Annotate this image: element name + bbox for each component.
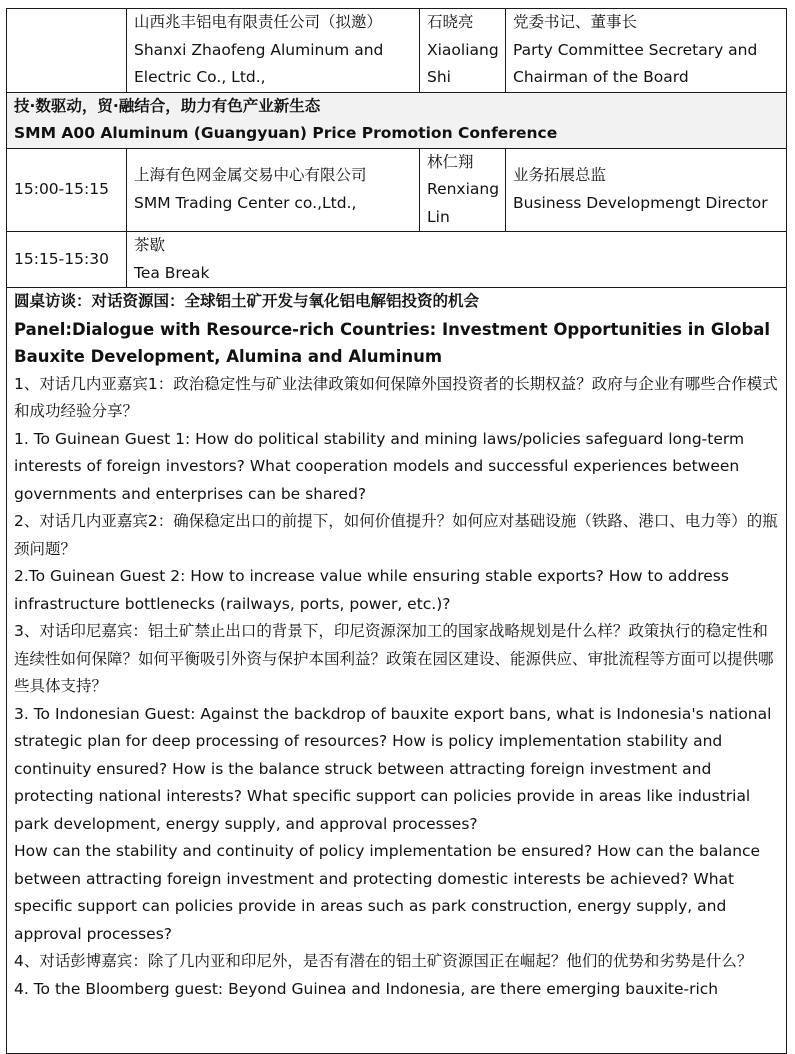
organization-name-cn: 山西兆丰铝电有限责任公司（拟邀） xyxy=(134,13,383,31)
organization-name-en: SMM Trading Center co.,Ltd., xyxy=(134,193,357,212)
question-4-en: 4. To the Bloomberg guest: Beyond Guinea and Indonesia, are there emerging bauxite-rich xyxy=(14,979,719,998)
break-title-cn: 茶歇 xyxy=(134,236,166,254)
speaker-name-en-cont: Lin xyxy=(427,207,450,226)
table-row xyxy=(7,148,787,232)
table-row xyxy=(7,232,787,288)
speaker-cell xyxy=(420,148,506,232)
time-cell: 15:15-15:30 xyxy=(7,232,127,288)
speaker-role-en: Party Committee Secretary and xyxy=(513,40,758,59)
question-3-cn: 3、对话印尼嘉宾：铝土矿禁止出口的背景下，印尼资源深加工的国家战略规划是什么样？政策执行的稳定性和连续性如何保障？如何平衡吸引外资与保护本国利益？政策在园区建设、能源供应、审批流程等方面可以提供哪些具体支持？ xyxy=(14,622,774,695)
panel-row xyxy=(7,288,787,1054)
speaker-name-cn: 石晓亮 xyxy=(427,13,474,31)
panel-title-cn: 圆桌访谈：对话资源国：全球铝土矿开发与氧化铝电解铝投资的机会 xyxy=(14,292,480,310)
panel-title-en: Panel:Dialogue with Resource-rich Countries: Investment Opportunities in Global Bauxite Development, Alumina and Aluminum xyxy=(14,319,771,366)
speaker-role-en-cont: Chairman of the Board xyxy=(513,68,689,86)
question-1-cn: 1、对话几内亚嘉宾1：政治稳定性与矿业法律政策如何保障外国投资者的长期权益？政府与企业有哪些合作模式和成功经验分享？ xyxy=(14,374,778,420)
organization-name-en-cont: Electric Co., Ltd., xyxy=(134,68,266,86)
speaker-name-en: Renxiang xyxy=(427,180,500,198)
question-2-cn: 2、对话几内亚嘉宾2：确保稳定出口的前提下，如何价值提升？如何应对基础设施（铁路、港口、电力等）的瓶颈问题？ xyxy=(14,512,778,558)
question-4-cn: 4、对话彭博嘉宾：除了几内亚和印尼外，是否有潜在的铝土矿资源国正在崛起？他们的优势和劣势是什么？ xyxy=(14,952,753,970)
organization-cell xyxy=(127,148,420,232)
speaker-role-cn: 党委书记、董事长 xyxy=(513,13,638,31)
break-title-en: Tea Break xyxy=(134,263,210,282)
break-cell xyxy=(127,232,787,288)
agenda-table xyxy=(6,8,787,1054)
question-2-en: 2.To Guinean Guest 2: How to increase value while ensuring stable exports? How to address infrastructure bottlenecks (railways, ports, power, etc.)? xyxy=(14,567,729,613)
panel-cell xyxy=(7,288,787,1054)
section-title-en: SMM A00 Aluminum (Guangyuan) Price Promotion Conference xyxy=(14,124,558,142)
speaker-name-en: Xiaoliang xyxy=(427,40,499,59)
section-header-row xyxy=(7,92,787,148)
question-3-en: 3. To Indonesian Guest: Against the backdrop of bauxite export bans, what is Indonesia's national strategic plan for deep processing of resources? How is policy implementation stability and continuity ensured? How is the balance struck between attracting foreign investment and protecting national interests? What specific support can policies provide in areas like industrial park development, energy supply, and approval processes? xyxy=(14,704,772,833)
speaker-name-en-cont: Shi xyxy=(427,68,451,86)
organization-name-cn: 上海有色网金属交易中心有限公司 xyxy=(134,166,367,185)
table-row xyxy=(7,9,787,93)
role-cell xyxy=(506,148,787,232)
question-3-en-alternate: How can the stability and continuity of policy implementation be ensured? How can the balance between attracting foreign investment and protecting domestic interests be achieved? What specific support can policies provide in areas such as park construction, energy supply, and approval processes? xyxy=(14,842,761,943)
panel-body xyxy=(14,288,780,1053)
section-header-cell xyxy=(7,92,787,148)
speaker-name-cn: 林仁翔 xyxy=(427,152,474,171)
speaker-cell xyxy=(420,9,506,93)
time-cell xyxy=(7,9,127,93)
organization-cell xyxy=(127,9,420,93)
speaker-role-cn: 业务拓展总监 xyxy=(513,166,607,185)
question-1-en: 1. To Guinean Guest 1: How do political stability and mining laws/policies safeguard long-term interests of foreign investors? What cooperation models and successful experiences between governments and enterprises can be shared? xyxy=(14,429,745,503)
time-cell: 15:00-15:15 xyxy=(7,148,127,232)
organization-name-en: Shanxi Zhaofeng Aluminum and xyxy=(134,40,384,59)
section-title-cn: 技·数驱动，贸·融结合，助力有色产业新生态 xyxy=(14,96,321,115)
speaker-role-en: Business Developmengt Director xyxy=(513,193,768,212)
role-cell xyxy=(506,9,787,93)
